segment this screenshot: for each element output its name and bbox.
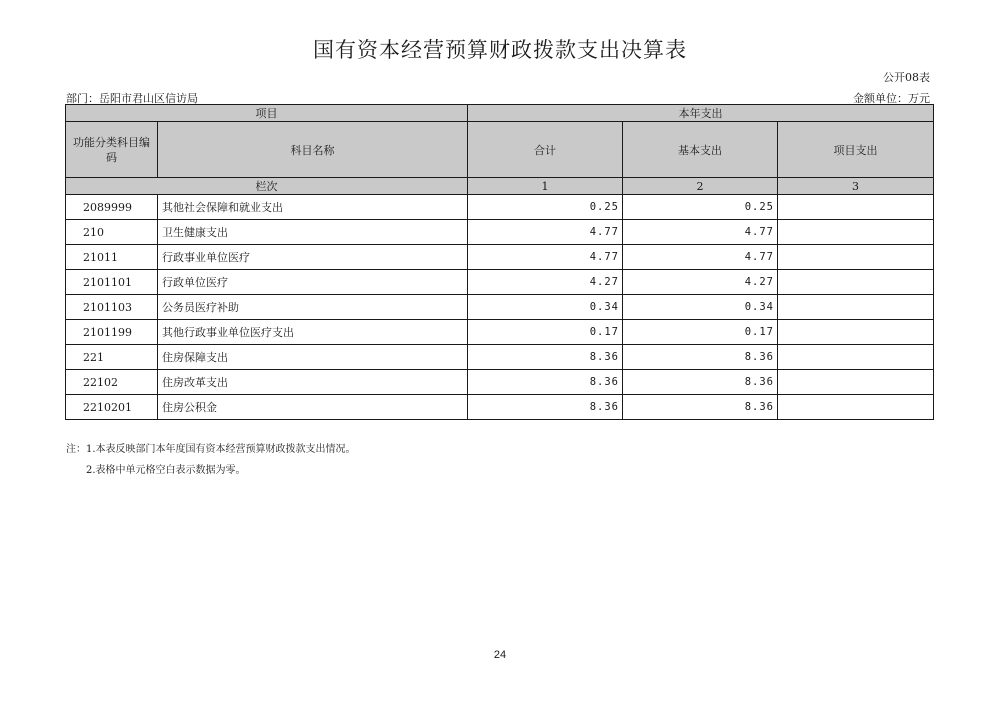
row-code: 2101101 bbox=[66, 270, 158, 295]
row-basic: 0.17 bbox=[623, 320, 778, 345]
row-basic: 4.27 bbox=[623, 270, 778, 295]
header-col-2: 2 bbox=[623, 178, 778, 195]
page-number: 24 bbox=[493, 649, 507, 661]
row-project bbox=[778, 270, 934, 295]
footnote-1: 注：1.本表反映部门本年度国有资本经营预算财政拨款支出情况。 bbox=[66, 444, 356, 455]
header-current-year: 本年支出 bbox=[468, 105, 934, 122]
table-row bbox=[66, 345, 934, 370]
table-row bbox=[66, 270, 934, 295]
table-row bbox=[66, 320, 934, 345]
amount-unit-label: 金额单位：万元 bbox=[853, 92, 930, 105]
row-code: 22102 bbox=[66, 370, 158, 395]
row-name: 行政事业单位医疗 bbox=[158, 245, 468, 270]
row-code: 2101103 bbox=[66, 295, 158, 320]
row-total: 8.36 bbox=[468, 370, 623, 395]
row-total: 0.25 bbox=[468, 195, 623, 220]
row-project bbox=[778, 345, 934, 370]
row-name: 卫生健康支出 bbox=[158, 220, 468, 245]
department-label: 部门：岳阳市君山区信访局 bbox=[66, 92, 198, 105]
page-title: 国有资本经营预算财政拨款支出决算表 bbox=[313, 38, 687, 62]
row-project bbox=[778, 370, 934, 395]
row-basic: 8.36 bbox=[623, 395, 778, 420]
footnote-2: 2.表格中单元格空白表示数据为零。 bbox=[86, 465, 246, 476]
header-basic: 基本支出 bbox=[623, 122, 778, 178]
table-row bbox=[66, 245, 934, 270]
row-total: 8.36 bbox=[468, 395, 623, 420]
row-project bbox=[778, 195, 934, 220]
expenditure-table bbox=[65, 104, 934, 420]
row-code: 221 bbox=[66, 345, 158, 370]
row-name: 行政单位医疗 bbox=[158, 270, 468, 295]
row-basic: 0.25 bbox=[623, 195, 778, 220]
row-basic: 8.36 bbox=[623, 370, 778, 395]
row-basic: 8.36 bbox=[623, 345, 778, 370]
table-row bbox=[66, 295, 934, 320]
header-total: 合计 bbox=[468, 122, 623, 178]
row-total: 0.34 bbox=[468, 295, 623, 320]
row-name: 其他社会保障和就业支出 bbox=[158, 195, 468, 220]
row-total: 0.17 bbox=[468, 320, 623, 345]
header-subject-name: 科目名称 bbox=[158, 122, 468, 178]
header-column-index: 栏次 bbox=[66, 178, 468, 195]
row-project bbox=[778, 320, 934, 345]
row-name: 住房保障支出 bbox=[158, 345, 468, 370]
header-col-1: 1 bbox=[468, 178, 623, 195]
row-basic: 0.34 bbox=[623, 295, 778, 320]
row-project bbox=[778, 245, 934, 270]
row-name: 住房公积金 bbox=[158, 395, 468, 420]
header-func-code: 功能分类科目编码 bbox=[66, 122, 158, 178]
form-number: 公开08表 bbox=[883, 71, 930, 84]
row-total: 4.77 bbox=[468, 220, 623, 245]
row-code: 210 bbox=[66, 220, 158, 245]
row-code: 21011 bbox=[66, 245, 158, 270]
row-total: 4.77 bbox=[468, 245, 623, 270]
row-name: 其他行政事业单位医疗支出 bbox=[158, 320, 468, 345]
row-name: 住房改革支出 bbox=[158, 370, 468, 395]
table-row bbox=[66, 395, 934, 420]
table-row bbox=[66, 195, 934, 220]
row-project bbox=[778, 220, 934, 245]
row-total: 4.27 bbox=[468, 270, 623, 295]
table-row bbox=[66, 370, 934, 395]
row-project bbox=[778, 395, 934, 420]
header-project: 项目支出 bbox=[778, 122, 934, 178]
row-project bbox=[778, 295, 934, 320]
header-item: 项目 bbox=[66, 105, 468, 122]
row-total: 8.36 bbox=[468, 345, 623, 370]
row-basic: 4.77 bbox=[623, 220, 778, 245]
header-col-3: 3 bbox=[778, 178, 934, 195]
row-basic: 4.77 bbox=[623, 245, 778, 270]
row-name: 公务员医疗补助 bbox=[158, 295, 468, 320]
table-row bbox=[66, 220, 934, 245]
row-code: 2089999 bbox=[66, 195, 158, 220]
row-code: 2101199 bbox=[66, 320, 158, 345]
row-code: 2210201 bbox=[66, 395, 158, 420]
